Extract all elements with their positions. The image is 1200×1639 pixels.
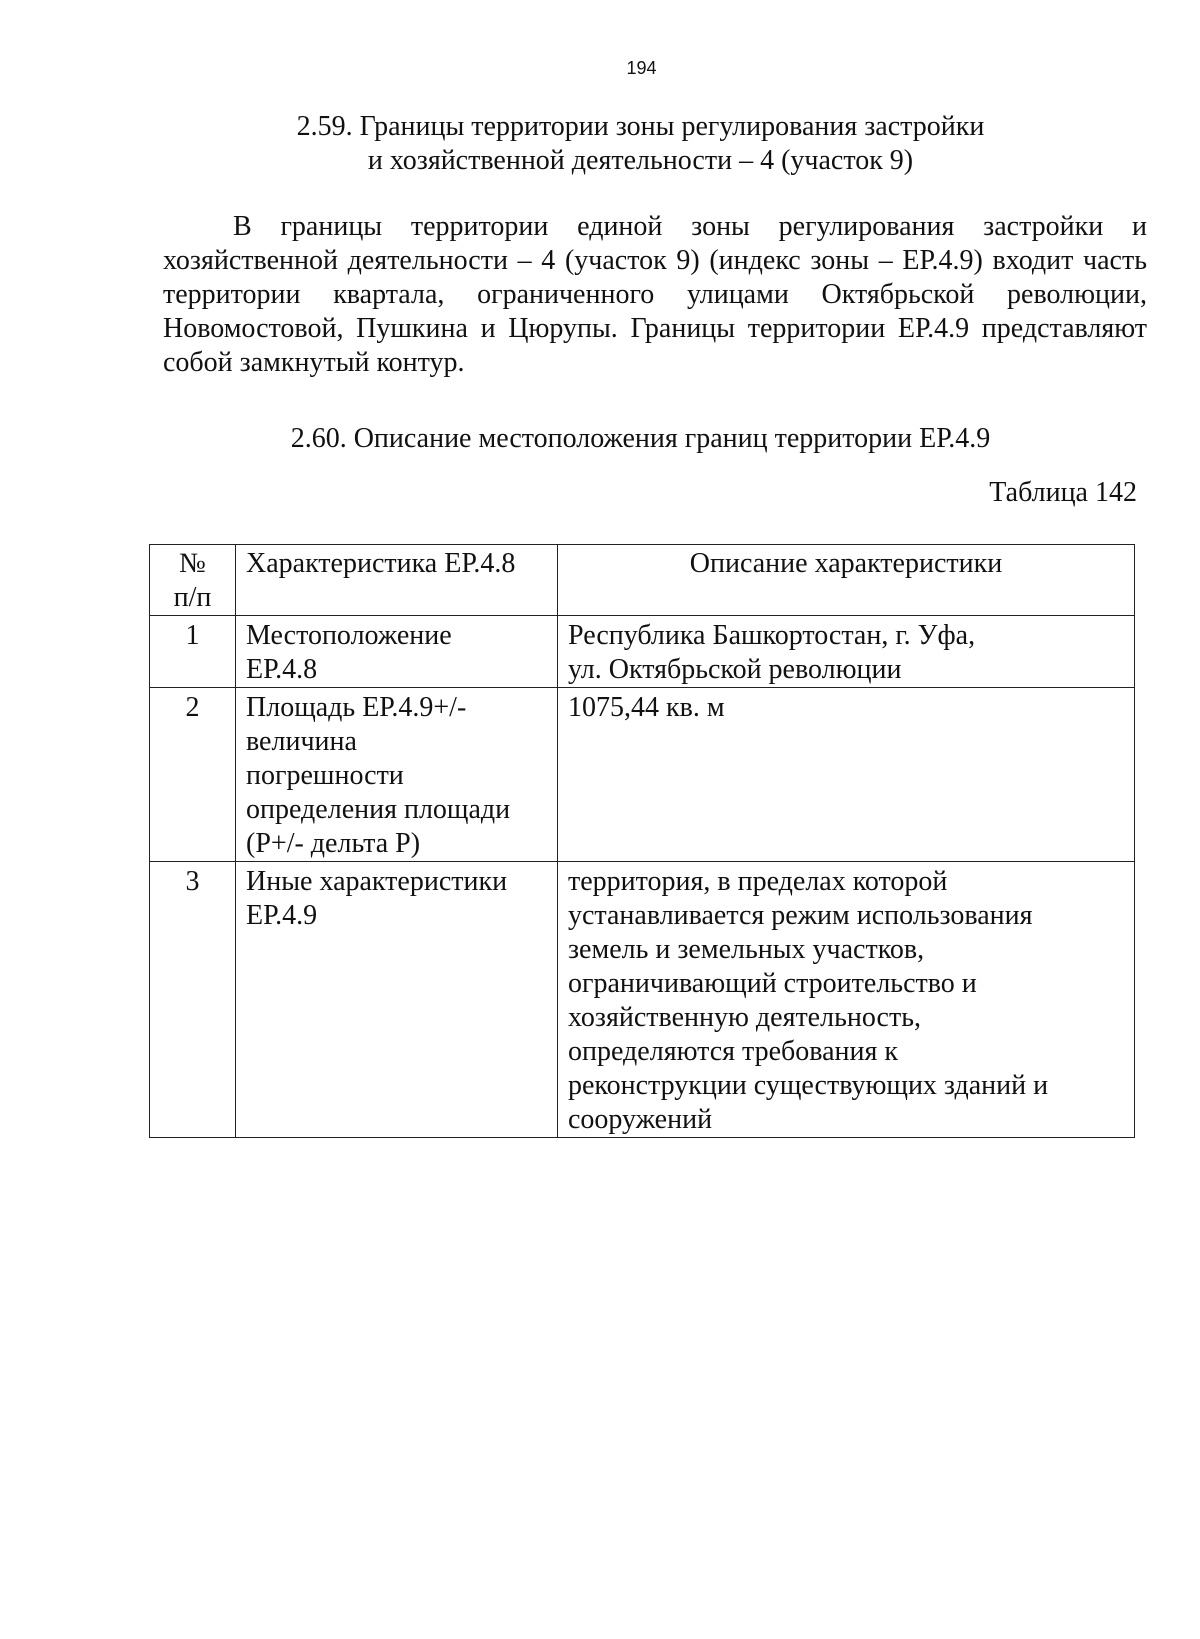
row-number-cell: 2: [150, 688, 236, 862]
row-description-cell: [558, 616, 1135, 688]
heading-line: 2.59. Границы территории зоны регулирования застройки: [296, 111, 985, 142]
row-number-cell: 1: [150, 616, 236, 688]
cell-line: реконструкции существующих зданий и: [568, 1070, 1049, 1101]
characteristics-table-container: [149, 544, 1134, 1138]
row-characteristic-cell: [236, 616, 558, 688]
section-heading-2-60: 2.60. Описание местоположения границ территории ЕР.4.9: [290, 423, 991, 454]
row-characteristic-cell: [236, 688, 558, 862]
cell-line: земель и земельных участков,: [568, 934, 925, 965]
section-heading-2-59: [160, 110, 1121, 178]
cell-line: (Р+/- дельта Р): [246, 828, 421, 859]
cell-line: Местоположение: [246, 620, 452, 651]
cell-line: хозяйственную деятельность,: [568, 1002, 921, 1033]
row-description-cell: [558, 688, 1135, 862]
cell-line: сооружений: [568, 1104, 713, 1135]
table-caption: Таблица 142: [989, 477, 1137, 508]
cell-line: определения площади: [246, 794, 511, 825]
cell-line: определяются требования к: [568, 1036, 898, 1067]
header-number-symbol: №: [179, 548, 206, 579]
cell-line: ЕР.4.9: [246, 900, 318, 931]
heading-line: и хозяйственной деятельности – 4 (участок 9): [367, 145, 914, 176]
table-row: [150, 616, 1135, 688]
cell-line: Площадь ЕР.4.9+/-: [246, 692, 467, 723]
cell-line: Республика Башкортостан, г. Уфа,: [568, 620, 976, 651]
cell-line: устанавливается режим использования: [568, 900, 1033, 931]
table-row: [150, 862, 1135, 1138]
table-header-row: [150, 545, 1135, 616]
header-number-cell: [150, 545, 236, 616]
row-description-cell: [558, 862, 1135, 1138]
row-characteristic-cell: [236, 862, 558, 1138]
cell-line: ограничивающий строительство и: [568, 968, 977, 999]
cell-line: территория, в пределах которой: [568, 866, 948, 897]
cell-line: погрешности: [246, 760, 404, 791]
cell-line: Иные характеристики: [246, 866, 508, 897]
characteristics-table: [149, 544, 1135, 1138]
header-characteristic-cell: Характеристика ЕР.4.8: [236, 545, 558, 616]
header-description-cell: Описание характеристики: [558, 545, 1135, 616]
cell-line: величина: [246, 726, 357, 757]
cell-line: ул. Октябрьской революции: [568, 654, 902, 685]
table-row: [150, 688, 1135, 862]
row-number-cell: 3: [150, 862, 236, 1138]
body-paragraph: В границы территории единой зоны регулирования застройки и хозяйственной деятельности – 4 (участок 9) (индекс зоны – ЕР.4.9) входит часть территории квартала, ограниченного улицами Октябрьской революции, Новомостовой, Пушкина и Цюрупы. Границы территории ЕР.4.9 представляют собой замкнутый контур.: [163, 211, 1147, 378]
page-number: 194: [626, 58, 657, 78]
cell-line: ЕР.4.8: [246, 654, 318, 685]
header-number-label: п/п: [173, 582, 212, 613]
cell-line: 1075,44 кв. м: [568, 692, 725, 723]
